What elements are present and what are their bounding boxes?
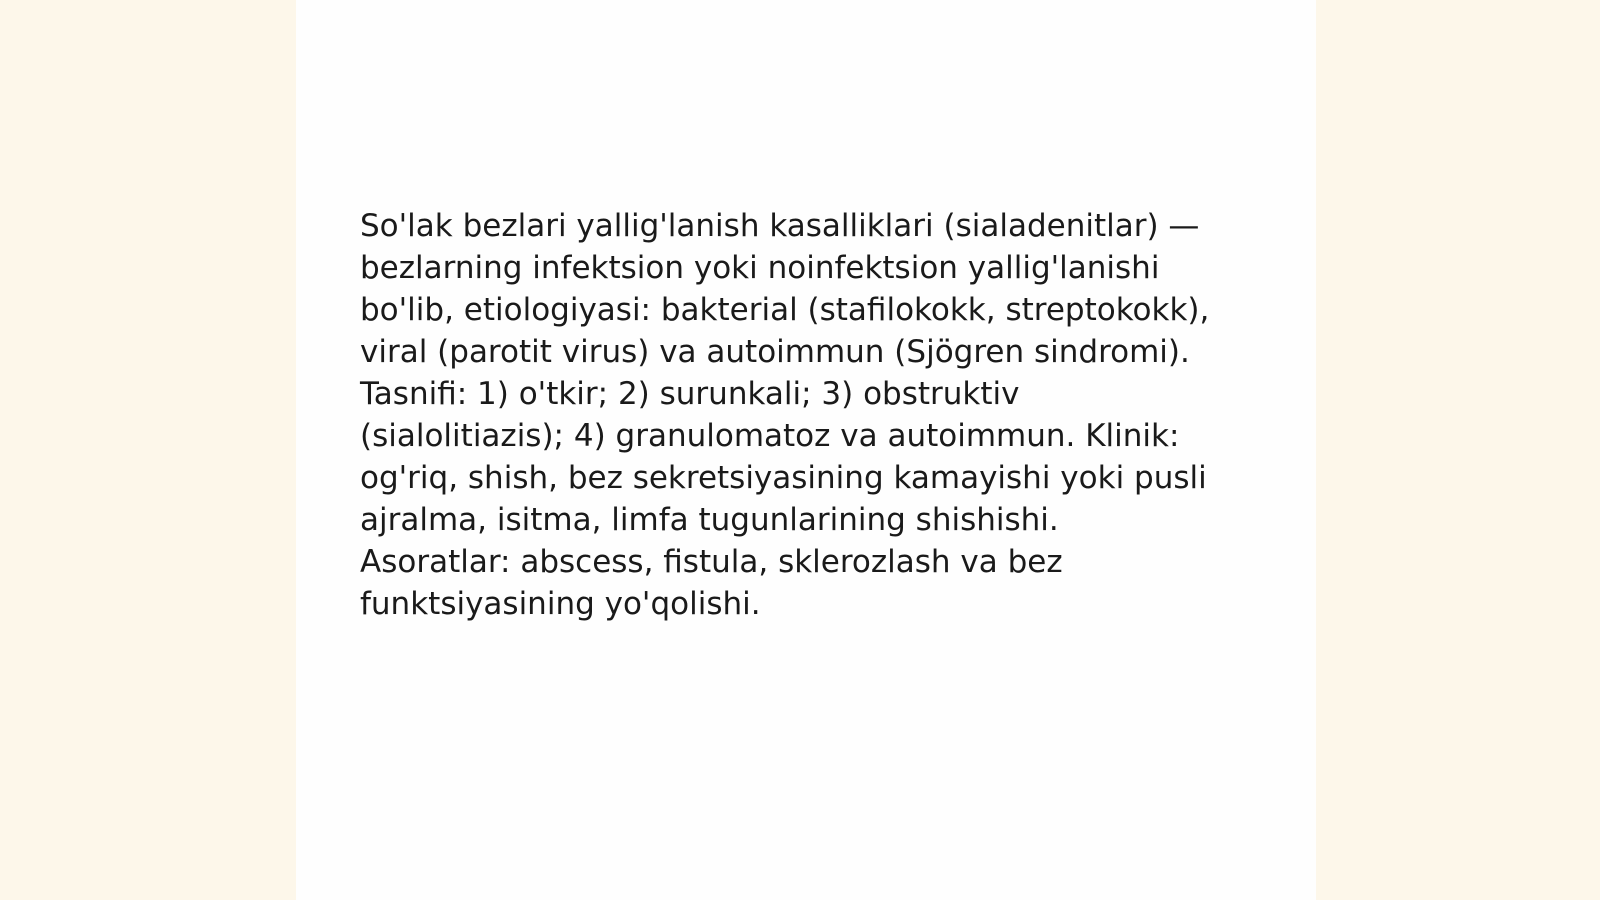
- text-line: viral (parotit virus) va autoimmun (Sjögren sindromi).: [360, 334, 1190, 370]
- text-line: Asoratlar: abscess, fistula, sklerozlash va bez: [360, 544, 1063, 580]
- document-page: [296, 0, 1316, 900]
- text-line: bo'lib, etiologiyasi: bakterial (stafilokokk, streptokokk),: [360, 292, 1210, 328]
- text-line: So'lak bezlari yallig'lanish kasalliklari (sialadenitlar) —: [360, 208, 1200, 244]
- text-line: ajralma, isitma, limfa tugunlarining shishishi.: [360, 502, 1059, 538]
- text-line: og'riq, shish, bez sekretsiyasining kamayishi yoki pusli: [360, 460, 1207, 496]
- text-line: bezlarning infektsion yoki noinfektsion yallig'lanishi: [360, 250, 1160, 286]
- text-line: funktsiyasining yo'qolishi.: [360, 586, 761, 622]
- text-line: (sialolitiazis); 4) granulomatoz va autoimmun. Klinik:: [360, 418, 1180, 454]
- text-line: Tasnifi: 1) o'tkir; 2) surunkali; 3) obstruktiv: [360, 376, 1020, 412]
- body-text: [360, 205, 1260, 625]
